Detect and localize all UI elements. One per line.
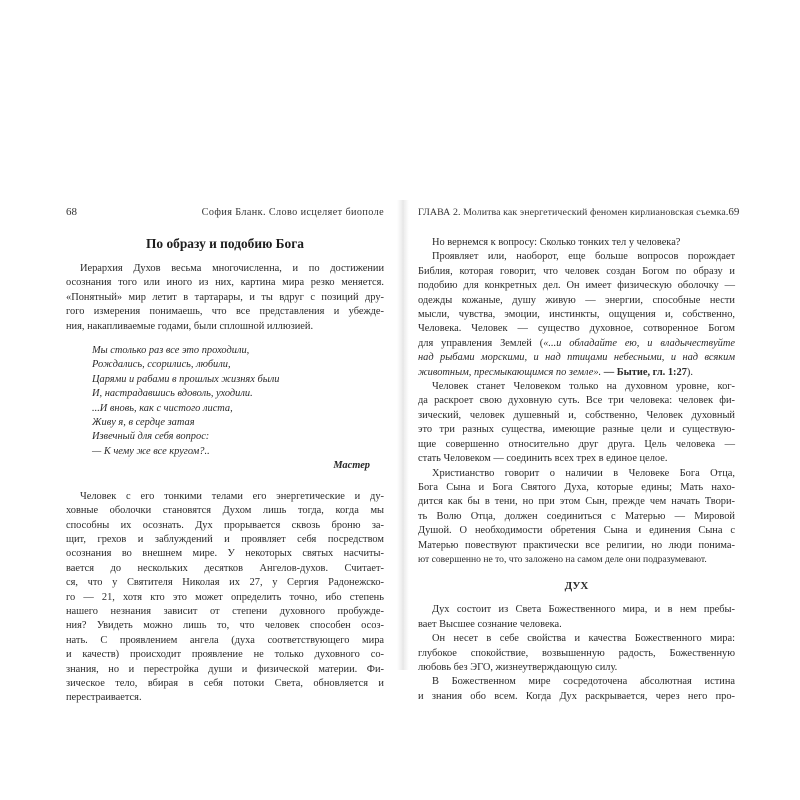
text-line: Душой. О необходимости обретения Сына и единения Сына с xyxy=(418,525,735,537)
text-line: го — 21, хотя кто это может определить точно, ибо степень xyxy=(66,591,384,603)
text-line: Христианство говорит о наличии в Человеке Бога Отца, xyxy=(432,467,735,479)
right-paragraph-1 xyxy=(418,236,735,250)
section-heading: По образу и подобию Бога xyxy=(145,236,304,251)
text-line: гого измерения понимаешь, что все представления и убежде- xyxy=(66,306,384,318)
text-line: Дух состоит из Света Божественного мира, и в нем пребы- xyxy=(432,604,735,616)
bible-reference: — Бытие, гл. 1:27 xyxy=(603,366,687,378)
section-heading-dukh: ДУХ xyxy=(564,580,589,593)
right-paragraph-7 xyxy=(418,675,735,704)
right-paragraph-2 xyxy=(418,250,735,380)
text-fragment: ). xyxy=(686,366,693,378)
right-page xyxy=(418,205,740,702)
right-paragraph-5 xyxy=(418,603,735,632)
text-line: зическое тело, вбирая в себя потоки Света, обновляется и xyxy=(66,677,384,689)
text-line: щие совершенно относительно друг друга. Цель человека — xyxy=(418,438,735,450)
poem xyxy=(92,344,384,459)
text-line: Человек станет Человеком только на духовном уровне, ког- xyxy=(432,381,735,393)
text-line: дится как бы в тени, но при этом Сын, прежде чем начать Твори- xyxy=(418,496,735,508)
poem-line: ...И вновь, как с чистого листа, xyxy=(92,402,233,414)
text-line: ховные оболочки становятся Духом лишь тогда, когда мы xyxy=(66,505,384,517)
text-line: одежды кожаные, душу живую — энергии, способные нести xyxy=(418,294,735,306)
text-line: ся, что у Святителя Николая их 27, у Сергия Радонежско- xyxy=(66,577,384,589)
bible-quote-line: над рыбами морскими, и над птицами небесными, и над всяким xyxy=(418,352,735,364)
text-line: знания, но и перестройка души и физической материи. Фи- xyxy=(66,663,384,675)
poem-line: Мы столько раз все это проходили, xyxy=(92,345,250,357)
text-line: да раскроет свою духовную суть. Все три человека: человек фи- xyxy=(418,395,735,407)
text-line: зический, человек душевный и, собственно, Человек духовный xyxy=(418,409,735,421)
poem-line: И, настрадавшись вдоволь, уходили. xyxy=(92,388,253,400)
text-line: Человека. Человек — существо духовное, сотворенное Богом xyxy=(418,323,735,335)
poem-line: — К чему же все кругом?.. xyxy=(92,445,210,457)
right-running-head-title: ГЛАВА 2. Молитва как энергетический феномен кирлиановская съемка. xyxy=(418,207,729,218)
text-line: и качеств) происходит проявление не только духовного со- xyxy=(66,649,384,661)
left-running-head xyxy=(66,205,384,220)
text-line: любовь без ЭГО, жизнеутверждающую силу. xyxy=(418,661,618,673)
text-line: Бога Сына и Бога Святого Духа, которые едины; Мать нахо- xyxy=(418,481,735,493)
bible-quote-line: животным, пресмыкающимся по земле». xyxy=(418,366,602,378)
poem-line: Живу я, в сердце затая xyxy=(92,417,195,429)
text-line: нать. С проявлением ангела (духа соответствующего мира xyxy=(66,634,384,646)
left-paragraph-1 xyxy=(66,262,384,334)
poem-line: Царями и рабами в прошлых жизнях были xyxy=(92,373,280,385)
text-line: Он несет в себе свойства и качества Божественного мира: xyxy=(432,633,735,645)
book-gutter xyxy=(397,200,409,670)
poem-line: Рождались, ссорились, любили, xyxy=(92,359,231,371)
text-line: стать Человеком — соединить всех трех в единое целое. xyxy=(418,453,668,465)
bible-quote: «...и обладайте ею, и владычествуйте xyxy=(543,337,735,349)
text-line: Иерархия Духов весьма многочисленна, и по достижении xyxy=(80,263,384,274)
text-line: Человек с его тонкими телами его энергетические и ду- xyxy=(80,490,384,502)
text-line: Но вернемся к вопросу: Сколько тонких тел у человека? xyxy=(432,237,681,248)
text-line: способны их осознать. Дух прорывается сквозь броню за- xyxy=(66,519,384,531)
text-line: осознания того или иного из них, картина мира резко меняется. xyxy=(66,277,384,289)
text-line: В Божественном мире сосредоточена абсолютная истина xyxy=(432,676,735,688)
text-line: ть Волю Отца, должен соединиться с Матерью — Мировой xyxy=(418,510,735,522)
text-line xyxy=(418,366,735,380)
text-line: вается до нескольких десятков Ангелов-духов. Считает- xyxy=(66,562,384,574)
text-line: «Понятный» мир летит в тартарары, и ты вдруг с позиций дру- xyxy=(66,291,384,303)
poem-author: Мастер xyxy=(333,460,370,472)
text-line: ния, накапливаемые годами, были сплошной иллюзией. xyxy=(66,320,314,332)
right-paragraph-3 xyxy=(418,380,735,466)
text-fragment: для управления Землей ( xyxy=(418,337,544,349)
text-line: Проявляет или, наоборот, еще больше вопросов порождает xyxy=(432,251,735,263)
poem-line: Извечный для себя вопрос: xyxy=(92,431,210,443)
right-paragraph-6 xyxy=(418,632,735,675)
text-line: перестраивается. xyxy=(66,692,142,704)
left-paragraph-2 xyxy=(66,490,384,706)
text-line xyxy=(418,337,735,351)
text-line: щит, грехов и заблуждений и проявляет себя посредством xyxy=(66,533,384,545)
text-line: ют совершенно не то, что заложено на самом деле они подразумевают. xyxy=(418,553,707,565)
text-line: вает Высшее сознание человека. xyxy=(418,618,562,630)
text-line: мысли, чувства, эмоции, инстинкты, ощущения и, собственно, xyxy=(418,309,735,321)
text-line: подобию для конкретных дел. Он имеет физическую оболочку — xyxy=(418,280,735,292)
text-line: осознания во внешнем мире. У некоторых святых насчиты- xyxy=(66,548,384,560)
right-paragraph-4 xyxy=(418,467,735,568)
text-line: нашего незнания зависит от степени духовного пробужде- xyxy=(66,605,384,617)
text-line: Матерью повествуют практически все религии, но люди понима- xyxy=(418,539,735,551)
text-line: и знания обо всем. Когда Дух раскрывается, через него про- xyxy=(418,690,735,702)
text-line: ния? Увидеть можно лишь то, что человек способен осоз- xyxy=(66,620,384,632)
text-line: глубокое спокойствие, возвышенную радость, Божественную xyxy=(418,647,735,659)
left-page-number: 68 xyxy=(66,206,77,218)
left-page xyxy=(66,205,384,704)
left-running-head-title: София Бланк. Слово исцеляет биополе xyxy=(201,207,384,218)
text-line: Библия, которая говорит, что человек создан Богом по образу и xyxy=(418,265,735,277)
right-page-number: 69 xyxy=(728,206,740,218)
text-line: это три разных существа, имеющие разные цели и существую- xyxy=(418,424,735,436)
right-running-head xyxy=(418,205,740,220)
